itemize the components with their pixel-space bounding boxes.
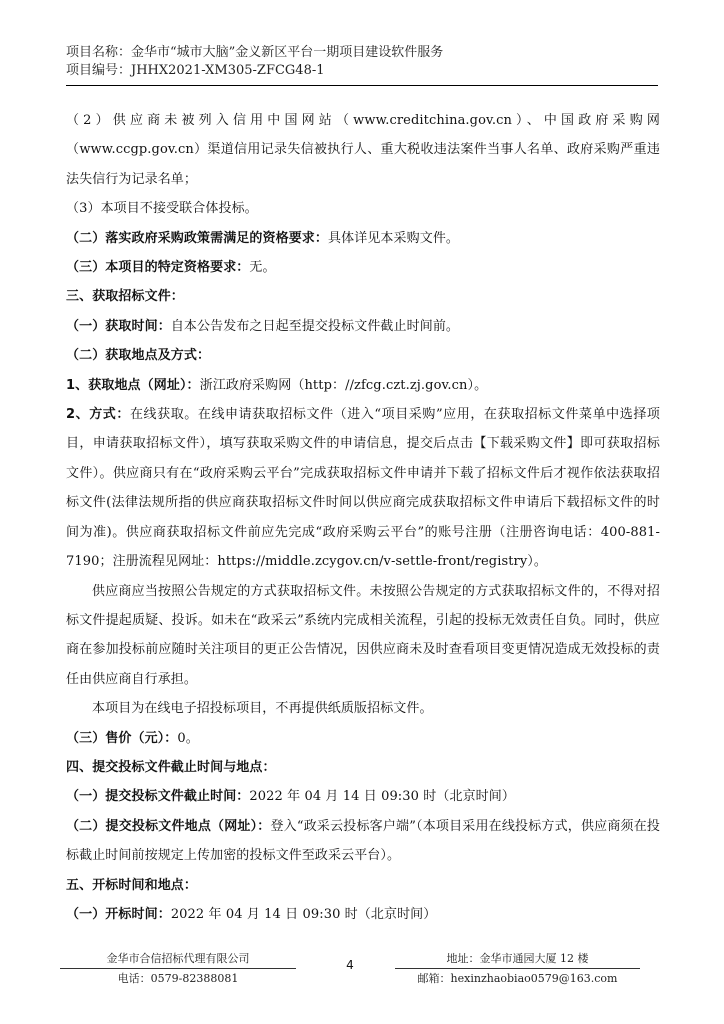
footer-email: 邮箱：hexinzhaobiao0579@163.com (417, 972, 618, 985)
project-name: 项目名称：金华市“城市大脑”金义新区平台一期项目建设软件服务 (66, 45, 444, 60)
paragraph-price (66, 724, 660, 753)
opening-time-text: 2022 年 04 月 14 日 09:30 时（北京时间） (170, 906, 437, 922)
section-heading-opening (66, 871, 660, 900)
obtain-website-label: 1、获取地点（网址）： (66, 377, 200, 393)
obtain-website-text: 浙江政府采购网（http：//zfcg.czt.zj.gov.cn）。 (199, 377, 488, 393)
paragraph-obtain-method (66, 400, 660, 576)
paragraph-obtain-website (66, 371, 660, 400)
paragraph-obtain-rules: 供应商应当按照公告规定的方式获取招标文件。未按照公告规定的方式获取招标文件的，不得对招标文件提起质疑、投诉。如未在“政采云”系统内完成相关流程，引起的投标无效责任自负。同时，供应商在参加投标前应随时关注项目的更正公告情况，因供应商未及时查看项目变更情况造成无效投标的责任由供应商自行承担。 (66, 583, 660, 687)
section-heading-submission-text: 四、提交投标文件截止时间与地点： (66, 759, 276, 775)
obtain-method-text: 在线获取。在线申请获取招标文件（进入“项目采购”应用，在获取招标文件菜单中选择项目，申请获取招标文件），填写获取采购文件的申请信息，提交后点击【下载采购文件】即可获取招标文件）。供应商只有在“政府采购云平台”完成获取招标文件申请并下载了招标文件后才视作依法获取招标文件(法律法规所指的供应商获取招标文件时间以供应商完成获取招标文件申请后下载招标文件的时间为准)。供应商获取招标文件前应先完成“政府采购云平台”的账号注册（注册咨询电话：400-881-7190；注册流程见网址：https://middle.zcygov.cn/v-settle-front/registry）。 (66, 407, 660, 570)
paragraph-obtain-place (66, 341, 660, 370)
obtain-time-text: 自本公告发布之日起至提交投标文件截止时间前。 (170, 318, 460, 334)
paragraph-opening-time (66, 900, 660, 929)
submission-place-label: （二）提交投标文件地点（网址）： (66, 818, 271, 834)
paragraph-submission-place (66, 812, 660, 871)
section-heading-obtain-documents-text: 三、获取招标文件： (66, 289, 184, 305)
paragraph-policy-requirement (66, 224, 660, 253)
project-number: 项目编号：JHHX2021-XM305-ZFCG48-1 (66, 63, 325, 78)
paragraph-obtain-time (66, 312, 660, 341)
footer-company-block (60, 950, 296, 987)
obtain-time-label: （一）获取时间： (66, 318, 171, 334)
section-heading-submission (66, 753, 660, 782)
specific-requirement-label: （三）本项目的特定资格要求： (66, 260, 250, 276)
document-body (66, 106, 660, 929)
obtain-method-label: 2、方式： (66, 407, 130, 423)
section-heading-opening-text: 五、开标时间和地点： (66, 877, 198, 893)
price-label: （三）售价（元）： (66, 730, 178, 746)
paragraph-submission-deadline (66, 782, 660, 811)
paragraph-no-consortium: （3）本项目不接受联合体投标。 (66, 201, 258, 217)
footer-company: 金华市合信招标代理有限公司 (106, 952, 250, 965)
submission-deadline-label: （一）提交投标文件截止时间： (66, 789, 250, 805)
footer-phone: 电话：0579-82388081 (117, 972, 239, 985)
policy-requirement-label: （二）落实政府采购政策需满足的资格要求： (66, 230, 329, 246)
submission-deadline-text: 2022 年 04 月 14 日 09:30 时（北京时间） (249, 789, 515, 805)
paragraph-electronic-bidding: 本项目为在线电子招投标项目，不再提供纸质版招标文件。 (92, 701, 433, 717)
submission-place-text: 登入“政采云投标客户端”（本项目采用在线投标方式，供应商须在投标截止时间前按规定上传加密的投标文件至政采云平台）。 (66, 818, 660, 864)
paragraph-specific-requirement (66, 253, 660, 282)
footer-divider-left (60, 968, 296, 969)
footer-contact-block (395, 950, 640, 987)
obtain-place-label: （二）获取地点及方式： (66, 348, 211, 364)
page-header (66, 44, 658, 86)
policy-requirement-text: 具体详见本采购文件。 (328, 230, 460, 246)
footer-divider-right (395, 968, 640, 969)
paragraph-credit-requirement: （2）供应商未被列入信用中国网站（www.creditchina.gov.cn）、中国政府采购网（www.ccgp.gov.cn）渠道信用记录失信被执行人、重大税收违法案件当事人名单、政府采购严重违法失信行为记录名单； (66, 113, 660, 187)
price-text: 0。 (177, 730, 199, 746)
specific-requirement-text: 无。 (249, 260, 276, 276)
section-heading-obtain-documents (66, 282, 660, 311)
footer-address: 地址：金华市通园大厦 12 楼 (446, 952, 589, 965)
opening-time-label: （一）开标时间： (66, 906, 171, 922)
page-number: 4 (346, 958, 354, 972)
